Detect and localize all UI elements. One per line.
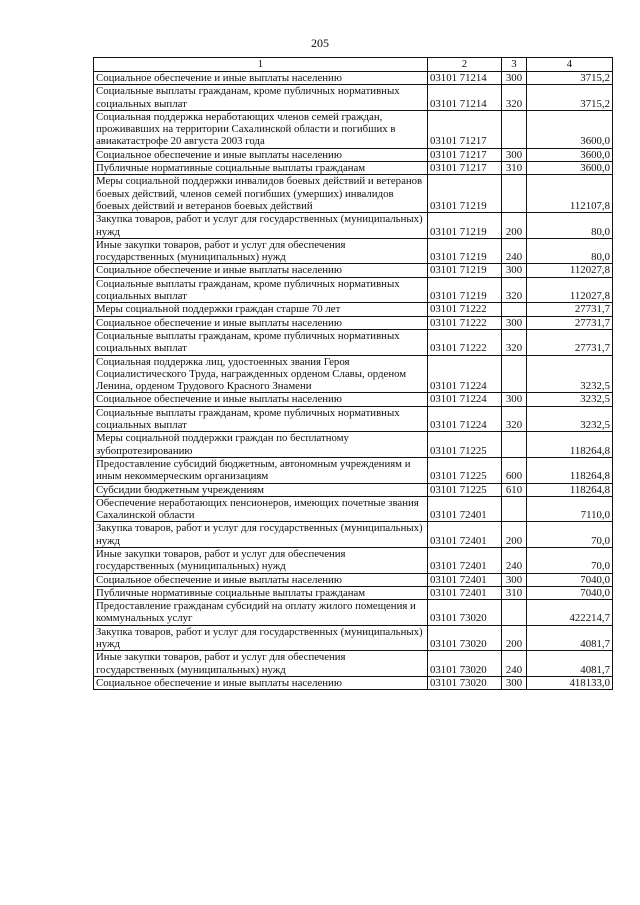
expense-type-cell: 240 xyxy=(502,651,527,677)
code-cell: 03101 71219 xyxy=(428,277,502,303)
page-number: 205 xyxy=(311,36,329,50)
expense-type-cell xyxy=(502,496,527,522)
table-row xyxy=(94,676,613,689)
code-cell: 03101 71214 xyxy=(428,72,502,85)
code-cell: 03101 71225 xyxy=(428,432,502,458)
name-cell: Меры социальной поддержки граждан по бесплатному зубопротезированию xyxy=(94,432,428,458)
expense-type-cell: 200 xyxy=(502,213,527,239)
name-cell: Социальное обеспечение и иные выплаты населению xyxy=(94,72,428,85)
code-cell: 03101 73020 xyxy=(428,625,502,651)
amount-cell: 70,0 xyxy=(527,522,613,548)
code-cell: 03101 71224 xyxy=(428,355,502,393)
expense-type-cell: 320 xyxy=(502,277,527,303)
amount-cell: 3600,0 xyxy=(527,148,613,161)
header-row xyxy=(94,58,613,72)
name-cell: Социальная поддержка лиц, удостоенных звания Героя Социалистического Труда, награжденных орденом Славы, орденом Ленина, орденом Трудового Красного Знамени xyxy=(94,355,428,393)
table-row xyxy=(94,625,613,651)
amount-cell: 3600,0 xyxy=(527,110,613,148)
code-cell: 03101 71219 xyxy=(428,213,502,239)
amount-cell: 422214,7 xyxy=(527,600,613,626)
table-row xyxy=(94,303,613,316)
amount-cell: 112027,8 xyxy=(527,264,613,277)
budget-table xyxy=(93,57,613,690)
amount-cell: 3715,2 xyxy=(527,72,613,85)
expense-type-cell: 310 xyxy=(502,586,527,599)
name-cell: Закупка товаров, работ и услуг для государственных (муниципальных) нужд xyxy=(94,625,428,651)
table-row xyxy=(94,316,613,329)
code-cell: 03101 72401 xyxy=(428,547,502,573)
name-cell: Социальное обеспечение и иные выплаты населению xyxy=(94,316,428,329)
amount-cell: 27731,7 xyxy=(527,316,613,329)
name-cell: Меры социальной поддержки инвалидов боевых действий и ветеранов боевых действий, членов семей погибших (умерших) инвалидов боевых действий и ветеранов боевых действий xyxy=(94,175,428,213)
header-cell-name: 1 xyxy=(94,58,428,72)
expense-type-cell: 320 xyxy=(502,406,527,432)
expense-type-cell: 610 xyxy=(502,483,527,496)
code-cell: 03101 71225 xyxy=(428,483,502,496)
name-cell: Социальная поддержка неработающих членов семей граждан, проживавших на территории Сахалинской области и погибших в авиакатастрофе 20 августа 2003 года xyxy=(94,110,428,148)
amount-cell: 112027,8 xyxy=(527,277,613,303)
expense-type-cell: 300 xyxy=(502,264,527,277)
table-row xyxy=(94,175,613,213)
code-cell: 03101 71222 xyxy=(428,303,502,316)
expense-type-cell xyxy=(502,432,527,458)
name-cell: Закупка товаров, работ и услуг для государственных (муниципальных) нужд xyxy=(94,522,428,548)
expense-type-cell xyxy=(502,175,527,213)
code-cell: 03101 72401 xyxy=(428,522,502,548)
table-row xyxy=(94,277,613,303)
header-cell-amount: 4 xyxy=(527,58,613,72)
name-cell: Социальное обеспечение и иные выплаты населению xyxy=(94,393,428,406)
name-cell: Иные закупки товаров, работ и услуг для обеспечения государственных (муниципальных) нужд xyxy=(94,547,428,573)
name-cell: Публичные нормативные социальные выплаты гражданам xyxy=(94,586,428,599)
expense-type-cell: 300 xyxy=(502,393,527,406)
amount-cell: 27731,7 xyxy=(527,329,613,355)
table-row xyxy=(94,432,613,458)
name-cell: Социальное обеспечение и иные выплаты населению xyxy=(94,573,428,586)
amount-cell: 418133,0 xyxy=(527,676,613,689)
expense-type-cell: 240 xyxy=(502,238,527,264)
expense-type-cell: 600 xyxy=(502,457,527,483)
table-row xyxy=(94,329,613,355)
amount-cell: 70,0 xyxy=(527,547,613,573)
amount-cell: 3600,0 xyxy=(527,162,613,175)
amount-cell: 7040,0 xyxy=(527,586,613,599)
code-cell: 03101 71217 xyxy=(428,110,502,148)
expense-type-cell: 240 xyxy=(502,547,527,573)
expense-type-cell xyxy=(502,303,527,316)
name-cell: Социальные выплаты гражданам, кроме публичных нормативных социальных выплат xyxy=(94,277,428,303)
table-row xyxy=(94,110,613,148)
expense-type-cell: 320 xyxy=(502,329,527,355)
code-cell: 03101 71222 xyxy=(428,316,502,329)
amount-cell: 118264,8 xyxy=(527,432,613,458)
amount-cell: 3232,5 xyxy=(527,393,613,406)
code-cell: 03101 71214 xyxy=(428,85,502,111)
expense-type-cell: 300 xyxy=(502,148,527,161)
amount-cell: 7110,0 xyxy=(527,496,613,522)
code-cell: 03101 71219 xyxy=(428,264,502,277)
table-row xyxy=(94,148,613,161)
expense-type-cell: 300 xyxy=(502,573,527,586)
table-row xyxy=(94,483,613,496)
amount-cell: 118264,8 xyxy=(527,483,613,496)
code-cell: 03101 71225 xyxy=(428,457,502,483)
table-row xyxy=(94,72,613,85)
code-cell: 03101 71224 xyxy=(428,393,502,406)
name-cell: Социальное обеспечение и иные выплаты населению xyxy=(94,148,428,161)
table-row xyxy=(94,213,613,239)
amount-cell: 3715,2 xyxy=(527,85,613,111)
name-cell: Иные закупки товаров, работ и услуг для обеспечения государственных (муниципальных) нужд xyxy=(94,238,428,264)
amount-cell: 80,0 xyxy=(527,213,613,239)
table-row xyxy=(94,355,613,393)
amount-cell: 3232,5 xyxy=(527,406,613,432)
name-cell: Социальное обеспечение и иные выплаты населению xyxy=(94,264,428,277)
table-row xyxy=(94,547,613,573)
header-cell-expense-type: 3 xyxy=(502,58,527,72)
name-cell: Социальные выплаты гражданам, кроме публичных нормативных социальных выплат xyxy=(94,85,428,111)
name-cell: Предоставление гражданам субсидий на оплату жилого помещения и коммунальных услуг xyxy=(94,600,428,626)
amount-cell: 112107,8 xyxy=(527,175,613,213)
name-cell: Меры социальной поддержки граждан старше 70 лет xyxy=(94,303,428,316)
expense-type-cell xyxy=(502,355,527,393)
code-cell: 03101 73020 xyxy=(428,676,502,689)
code-cell: 03101 72401 xyxy=(428,573,502,586)
table-row xyxy=(94,600,613,626)
expense-type-cell: 300 xyxy=(502,676,527,689)
amount-cell: 4081,7 xyxy=(527,625,613,651)
amount-cell: 7040,0 xyxy=(527,573,613,586)
table-body xyxy=(94,72,613,690)
table-row xyxy=(94,162,613,175)
name-cell: Социальное обеспечение и иные выплаты населению xyxy=(94,676,428,689)
table-row xyxy=(94,238,613,264)
code-cell: 03101 71217 xyxy=(428,162,502,175)
name-cell: Обеспечение неработающих пенсионеров, имеющих почетные звания Сахалинской области xyxy=(94,496,428,522)
expense-type-cell: 200 xyxy=(502,625,527,651)
expense-type-cell: 300 xyxy=(502,72,527,85)
code-cell: 03101 71224 xyxy=(428,406,502,432)
table-row xyxy=(94,264,613,277)
name-cell: Предоставление субсидий бюджетным, автономным учреждениям и иным некоммерческим организациям xyxy=(94,457,428,483)
amount-cell: 4081,7 xyxy=(527,651,613,677)
code-cell: 03101 73020 xyxy=(428,651,502,677)
amount-cell: 3232,5 xyxy=(527,355,613,393)
expense-type-cell: 300 xyxy=(502,316,527,329)
expense-type-cell xyxy=(502,110,527,148)
name-cell: Иные закупки товаров, работ и услуг для обеспечения государственных (муниципальных) нужд xyxy=(94,651,428,677)
name-cell: Закупка товаров, работ и услуг для государственных (муниципальных) нужд xyxy=(94,213,428,239)
name-cell: Социальные выплаты гражданам, кроме публичных нормативных социальных выплат xyxy=(94,406,428,432)
table-row xyxy=(94,393,613,406)
expense-type-cell: 320 xyxy=(502,85,527,111)
table-row xyxy=(94,651,613,677)
table-row xyxy=(94,406,613,432)
code-cell: 03101 72401 xyxy=(428,496,502,522)
code-cell: 03101 72401 xyxy=(428,586,502,599)
amount-cell: 27731,7 xyxy=(527,303,613,316)
name-cell: Субсидии бюджетным учреждениям xyxy=(94,483,428,496)
amount-cell: 118264,8 xyxy=(527,457,613,483)
name-cell: Социальные выплаты гражданам, кроме публичных нормативных социальных выплат xyxy=(94,329,428,355)
table-row xyxy=(94,573,613,586)
name-cell: Публичные нормативные социальные выплаты гражданам xyxy=(94,162,428,175)
header-cell-code: 2 xyxy=(428,58,502,72)
code-cell: 03101 71219 xyxy=(428,238,502,264)
expense-type-cell: 310 xyxy=(502,162,527,175)
table-row xyxy=(94,586,613,599)
table-row xyxy=(94,457,613,483)
code-cell: 03101 71222 xyxy=(428,329,502,355)
code-cell: 03101 73020 xyxy=(428,600,502,626)
table-row xyxy=(94,85,613,111)
code-cell: 03101 71217 xyxy=(428,148,502,161)
code-cell: 03101 71219 xyxy=(428,175,502,213)
table-row xyxy=(94,496,613,522)
table-row xyxy=(94,522,613,548)
expense-type-cell xyxy=(502,600,527,626)
amount-cell: 80,0 xyxy=(527,238,613,264)
expense-type-cell: 200 xyxy=(502,522,527,548)
